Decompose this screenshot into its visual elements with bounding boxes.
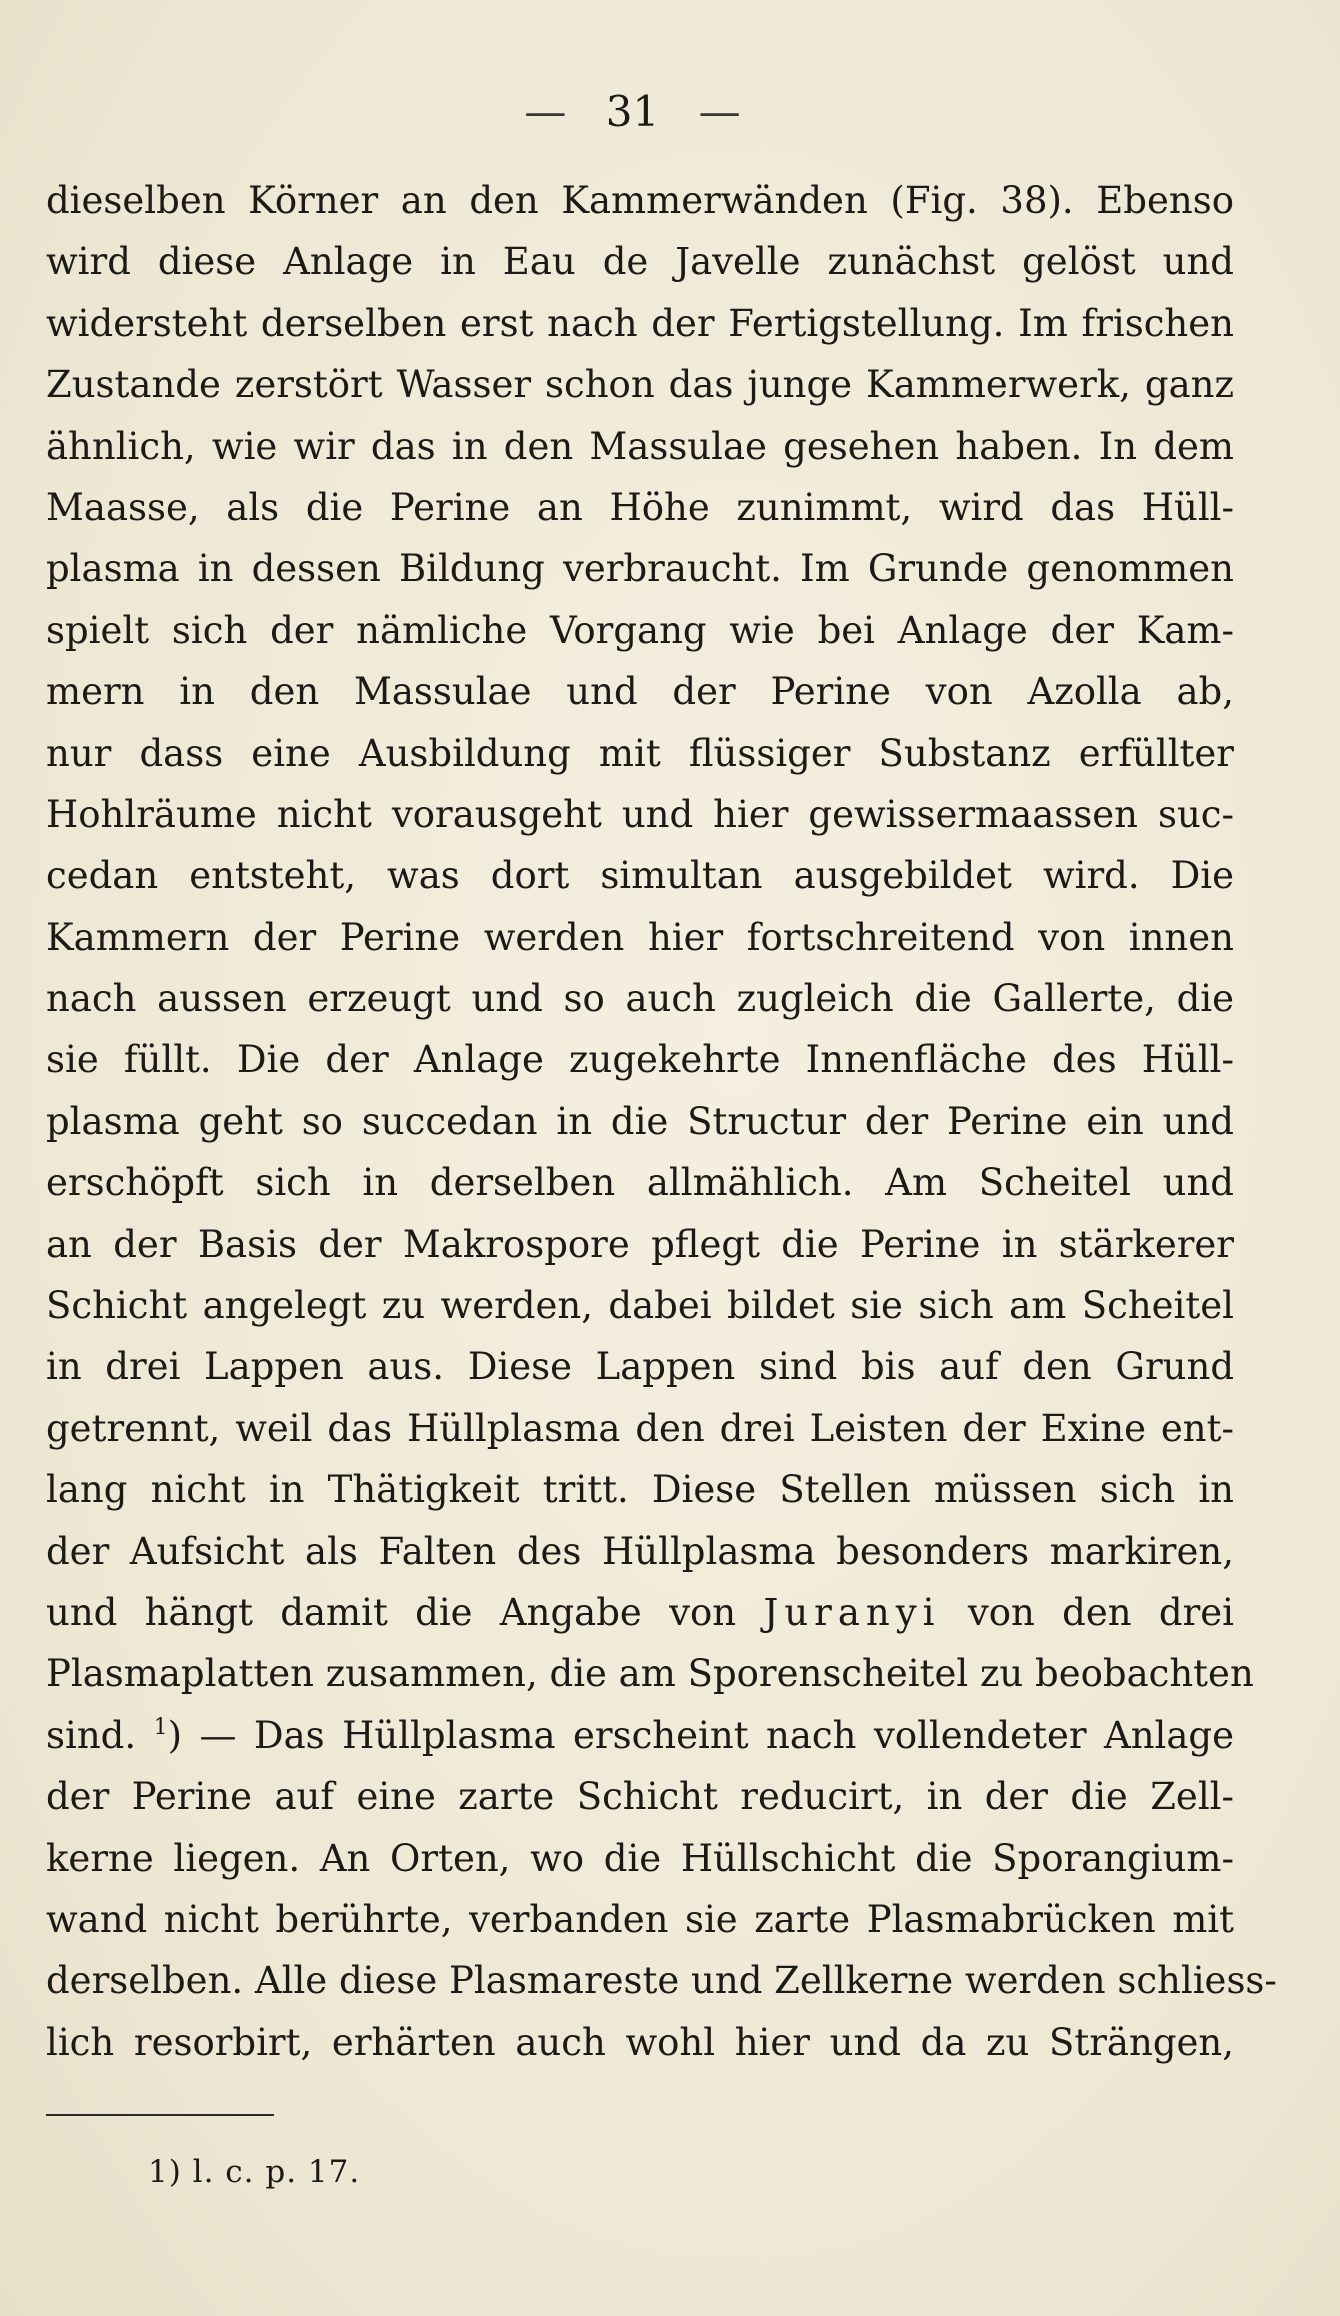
text-line: der Perine auf eine zarte Schicht reducirt, in der die Zell- — [46, 1775, 1234, 1819]
text-line: plasma geht so succedan in die Structur der Perine ein und — [46, 1099, 1234, 1143]
text-line: lich resorbirt, erhärten auch wohl hier und da zu Strängen, — [46, 2020, 1234, 2064]
text-line: derselben. Alle diese Plasmareste und Zellkerne werden schliess- — [46, 1959, 1277, 2003]
text-line: ähnlich, wie wir das in den Massulae gesehen haben. In dem — [46, 424, 1234, 468]
text-line: nur dass eine Ausbildung mit flüssiger Substanz erfüllter — [46, 731, 1234, 775]
line-text-before: sind. — [46, 1713, 137, 1757]
text-line: nach aussen erzeugt und so auch zugleich die Gallerte, die — [46, 977, 1234, 1021]
footnote-reference-mark: 1 — [153, 1714, 168, 1740]
line-text-before: und hängt damit die Angabe von — [46, 1590, 737, 1634]
text-line: Hohlräume nicht vorausgeht und hier gewissermaassen suc- — [46, 792, 1234, 836]
text-line-footnote-reference — [46, 1705, 1234, 1766]
text-line: sie füllt. Die der Anlage zugekehrte Innenfläche des Hüll- — [46, 1038, 1234, 1082]
text-line: spielt sich der nämliche Vorgang wie bei Anlage der Kam- — [46, 608, 1234, 652]
text-line: an der Basis der Makrospore pflegt die Perine in stärkerer — [46, 1222, 1234, 1266]
text-line: wird diese Anlage in Eau de Javelle zunächst gelöst und — [46, 240, 1234, 284]
text-line: Zustande zerstört Wasser schon das junge Kammerwerk, ganz — [46, 363, 1234, 407]
footnote: 1) l. c. p. 17. — [148, 2154, 361, 2190]
page-number: 31 — [605, 87, 660, 136]
page-header — [0, 82, 1265, 142]
text-line: Plasmaplatten zusammen, die am Sporenscheitel zu beobachten — [46, 1652, 1254, 1696]
line-text-after: von den drei — [967, 1590, 1235, 1634]
line-text-after: ) — Das Hüllplasma erscheint nach vollendeter Anlage — [167, 1713, 1235, 1757]
text-line: widersteht derselben erst nach der Fertigstellung. Im frischen — [46, 301, 1234, 345]
text-line: cedan entsteht, was dort simultan ausgebildet wird. Die — [46, 854, 1234, 898]
text-line: lang nicht in Thätigkeit tritt. Diese Stellen müssen sich in — [46, 1468, 1234, 1512]
header-dash-left: — — [524, 87, 567, 136]
text-line: Maasse, als die Perine an Höhe zunimmt, wird das Hüll- — [46, 485, 1234, 529]
text-line: getrennt, weil das Hüllplasma den drei Leisten der Exine ent- — [46, 1406, 1234, 1450]
text-line: erschöpft sich in derselben allmählich. Am Scheitel und — [46, 1161, 1234, 1205]
footnote-divider — [46, 2114, 274, 2116]
header-dash-right: — — [698, 87, 741, 136]
body-text — [46, 170, 1277, 2073]
author-name: Juranyi — [763, 1590, 941, 1634]
text-line: Kammern der Perine werden hier fortschreitend von innen — [46, 915, 1234, 959]
text-line: kerne liegen. An Orten, wo die Hüllschicht die Sporangium- — [46, 1836, 1234, 1880]
text-line: Schicht angelegt zu werden, dabei bildet sie sich am Scheitel — [46, 1284, 1234, 1328]
text-line-author-reference — [46, 1582, 1234, 1643]
text-line: mern in den Massulae und der Perine von Azolla ab, — [46, 670, 1234, 714]
text-line: wand nicht berührte, verbanden sie zarte Plasmabrücken mit — [46, 1897, 1234, 1941]
text-line: in drei Lappen aus. Diese Lappen sind bis auf den Grund — [46, 1345, 1234, 1389]
text-line: plasma in dessen Bildung verbraucht. Im Grunde genommen — [46, 547, 1234, 591]
text-line: dieselben Körner an den Kammerwänden (Fig. 38). Ebenso — [46, 179, 1234, 222]
text-line: der Aufsicht als Falten des Hüllplasma besonders markiren, — [46, 1529, 1234, 1573]
